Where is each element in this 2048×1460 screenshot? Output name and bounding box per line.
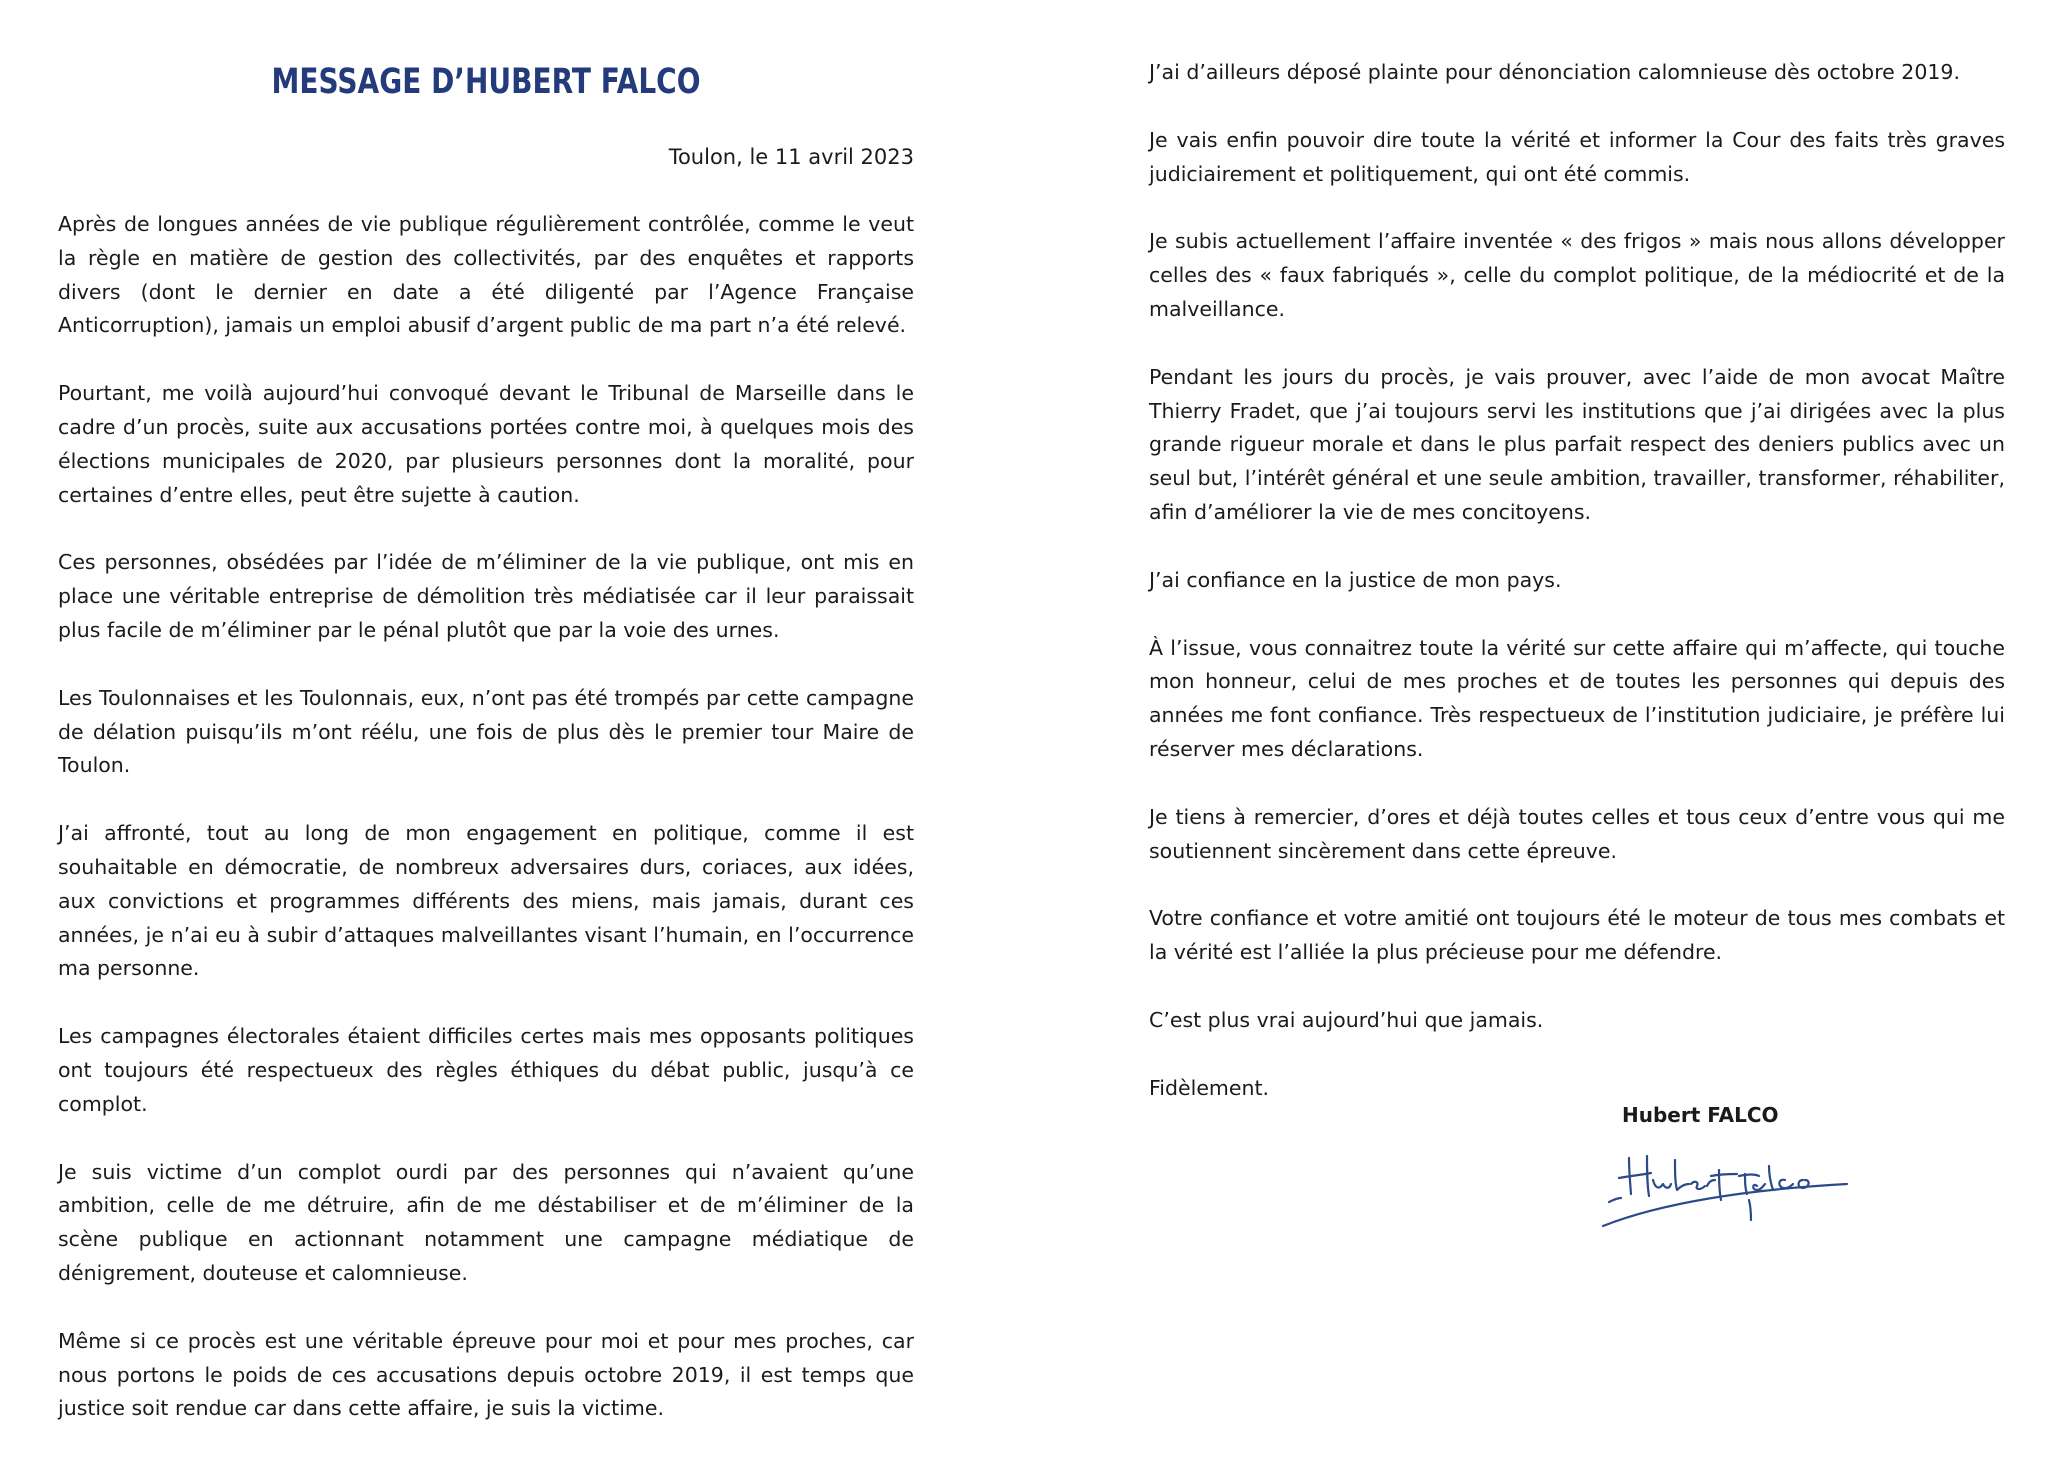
left-body	[58, 208, 914, 1460]
page-title: MESSAGE D’HUBERT FALCO	[271, 62, 701, 102]
paragraph: Les Toulonnaises et les Toulonnais, eux, n’ont pas été trompés par cette campagne de délation puisqu’ils m’ont réélu, une fois de plus dès le premier tour Maire de Toulon.	[58, 685, 914, 778]
date-line: Toulon, le 11 avril 2023	[668, 145, 914, 169]
paragraph: Je tiens à remercier, d’ores et déjà toutes celles et tous ceux d’entre vous qui me soutiennent sincèrement dans cette épreuve.	[1149, 804, 2005, 863]
paragraph: Même si ce procès est une véritable épreuve pour moi et pour mes proches, car nous portons le poids de ces accusations depuis octobre 2019, il est temps que justice soit rendue car dans cette affaire, je suis la victime.	[58, 1328, 914, 1421]
right-body	[1149, 56, 2005, 1140]
paragraph: Pendant les jours du procès, je vais prouver, avec l’aide de mon avocat Maître Thierry Fradet, que j’ai toujours servi les institutions que j’ai dirigées avec la plus grande rigueur morale et dans le plus parfait respect des deniers publics avec un seul but, l’intérêt général et une seule ambition, travailler, transformer, réhabiliter, afin d’améliorer la vie de mes concitoyens.	[1149, 364, 2005, 524]
paragraph: Je vais enfin pouvoir dire toute la vérité et informer la Cour des faits très graves judiciairement et politiquement, qui ont été commis.	[1149, 127, 2005, 186]
paragraph: J’ai d’ailleurs déposé plainte pour dénonciation calomnieuse dès octobre 2019.	[1149, 60, 1960, 84]
paragraph: Je suis victime d’un complot ourdi par des personnes qui n’avaient qu’une ambition, celle de me détruire, afin de me déstabiliser et de m’éliminer de la scène publique en actionnant notamment une campagne médiatique de dénigrement, douteuse et calomnieuse.	[58, 1159, 914, 1285]
signer-name: Hubert FALCO	[1622, 1103, 1779, 1127]
paragraph: J’ai affronté, tout au long de mon engagement en politique, comme il est souhaitable en démocratie, de nombreux adversaires durs, coriaces, aux idées, aux convictions et programmes différents des miens, mais jamais, durant ces années, je n’ai eu à subir d’attaques malveillantes visant l’humain, en l’occurrence ma personne.	[58, 821, 914, 981]
paragraph: Pourtant, me voilà aujourd’hui convoqué devant le Tribunal de Marseille dans le cadre d’un procès, suite aux accusations portées contre moi, à quelques mois des élections municipales de 2020, par plusieurs personnes dont la moralité, pour certaines d’entre elles, peut être sujette à caution.	[58, 381, 914, 507]
closing-line: Fidèlement.	[1149, 1075, 1270, 1100]
paragraph: Après de longues années de vie publique régulièrement contrôlée, comme le veut la règle en matière de gestion des collectivités, par des enquêtes et rapports divers (dont le dernier en date a été diligenté par l’Agence Française Anticorruption), jamais un emploi abusif d’argent public de ma part n’a été relevé.	[58, 212, 914, 338]
paragraph: C’est plus vrai aujourd’hui que jamais.	[1149, 1007, 1544, 1032]
paragraph: Je subis actuellement l’affaire inventée « des frigos » mais nous allons développer celles des « faux fabriqués », celle du complot politique, de la médiocrité et de la malveillance.	[1149, 229, 2005, 321]
paragraph: Ces personnes, obsédées par l’idée de m’éliminer de la vie publique, ont mis en place une véritable entreprise de démolition très médiatisée car il leur paraissait plus facile de m’éliminer par le pénal plutôt que par la voie des urnes.	[58, 550, 914, 642]
paragraph: Les campagnes électorales étaient difficiles certes mais mes opposants politiques ont toujours été respectueux des règles éthiques du débat public, jusqu’à ce complot.	[58, 1024, 914, 1116]
paragraph: J’ai confiance en la justice de mon pays.	[1149, 567, 1562, 592]
paragraph: À l’issue, vous connaitrez toute la vérité sur cette affaire qui m’affecte, qui touche mon honneur, celui de mes proches et de toutes les personnes qui depuis des années me font confiance. Très respectueux de l’institution judiciaire, je préfère lui réserver mes déclarations.	[1149, 635, 2005, 761]
handwritten-signature	[1599, 1140, 1859, 1230]
paragraph: Votre confiance et votre amitié ont toujours été le moteur de tous mes combats et la vérité est l’alliée la plus précieuse pour me défendre.	[1149, 906, 2005, 965]
